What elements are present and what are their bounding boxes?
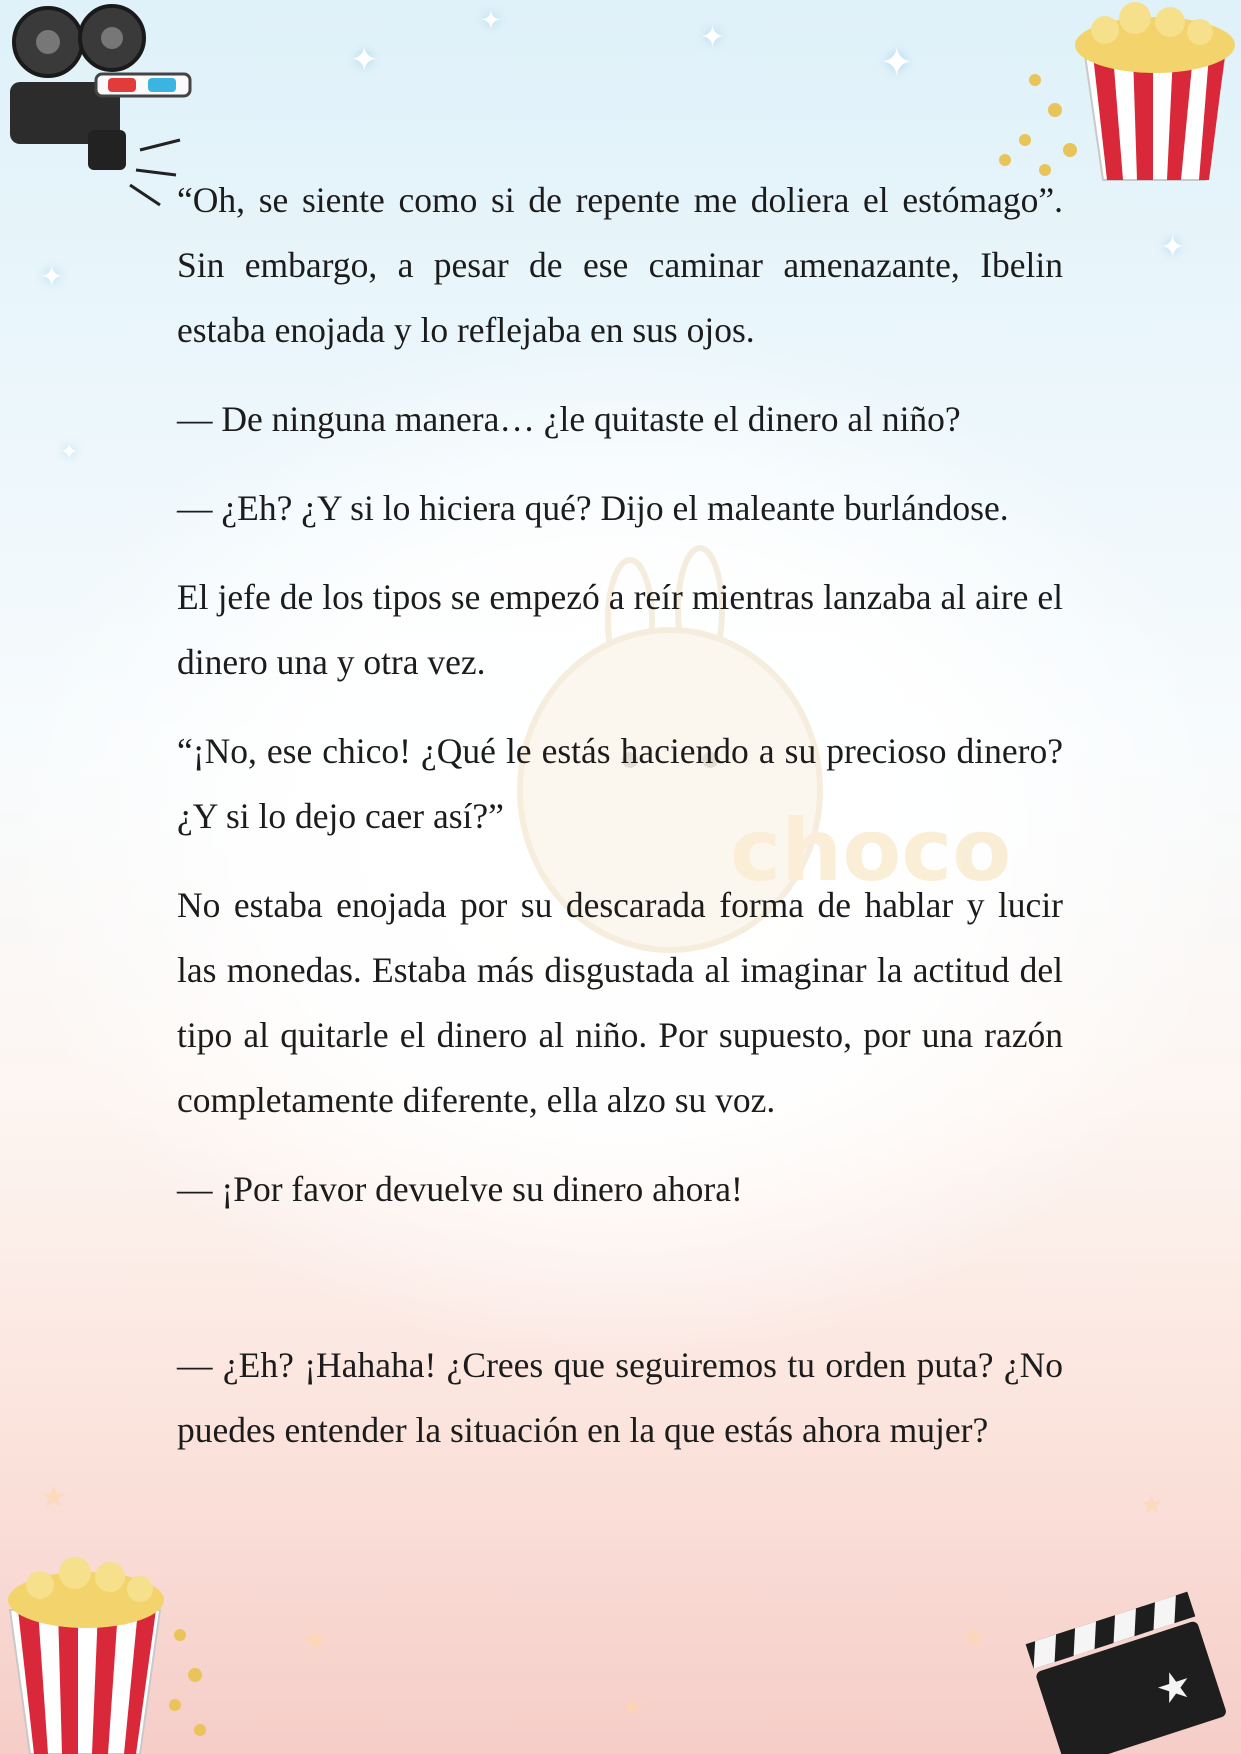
paragraph: — ¿Eh? ¡Hahaha! ¿Crees que seguiremos tu orden puta? ¿No puedes entender la situación en la que estás ahora mujer?: [177, 1345, 1063, 1450]
sparkle-icon: ✦: [40, 260, 64, 293]
paragraph: — De ninguna manera… ¿le quitaste el dinero al niño?: [177, 399, 961, 439]
sparkle-icon: ✦: [60, 440, 79, 465]
paragraph: — ¡Por favor devuelve su dinero ahora!: [177, 1169, 743, 1209]
sparkle-icon: ✦: [880, 40, 914, 86]
svg-text:★: ★: [1150, 1659, 1199, 1715]
paragraph: “¡No, ese chico! ¿Qué le estás haciendo a su precioso dinero? ¿Y si lo dejo caer así?”: [177, 731, 1063, 836]
paragraph: No estaba enojada por su descarada forma de hablar y lucir las monedas. Estaba más disgustada al imaginar la actitud del tipo al quitarle el dinero al niño. Por supuesto, por una razón completamente diferente, ella alzo su voz.: [177, 885, 1063, 1120]
sparkle-icon: ✦: [1160, 230, 1186, 265]
sparkle-icon: ✦: [480, 6, 502, 36]
paragraph: — ¿Eh? ¿Y si lo hiciera qué? Dijo el maleante burlándose.: [177, 488, 1009, 528]
paragraph: “Oh, se siente como si de repente me doliera el estómago”. Sin embargo, a pesar de ese caminar amenazante, Ibelin estaba enojada y lo reflejaba en sus ojos.: [177, 180, 1063, 350]
star-icon: ★: [1140, 1490, 1164, 1520]
star-icon: ★: [620, 1690, 646, 1723]
popcorn-bucket-icon: [0, 1555, 220, 1754]
star-icon: ★: [300, 1620, 331, 1660]
watermark-text: choco: [730, 801, 1012, 901]
star-icon: ★: [960, 1620, 987, 1655]
sparkle-icon: ✦: [700, 20, 726, 55]
page-body: [177, 168, 1063, 1487]
sparkle-icon: ✦: [350, 40, 379, 80]
popcorn-bucket-icon: [995, 0, 1241, 190]
clapperboard-icon: [1010, 1575, 1241, 1754]
star-icon: ★: [40, 1480, 67, 1515]
paragraph: El jefe de los tipos se empezó a reír mientras lanzaba al aire el dinero una y otra vez.: [177, 577, 1063, 682]
